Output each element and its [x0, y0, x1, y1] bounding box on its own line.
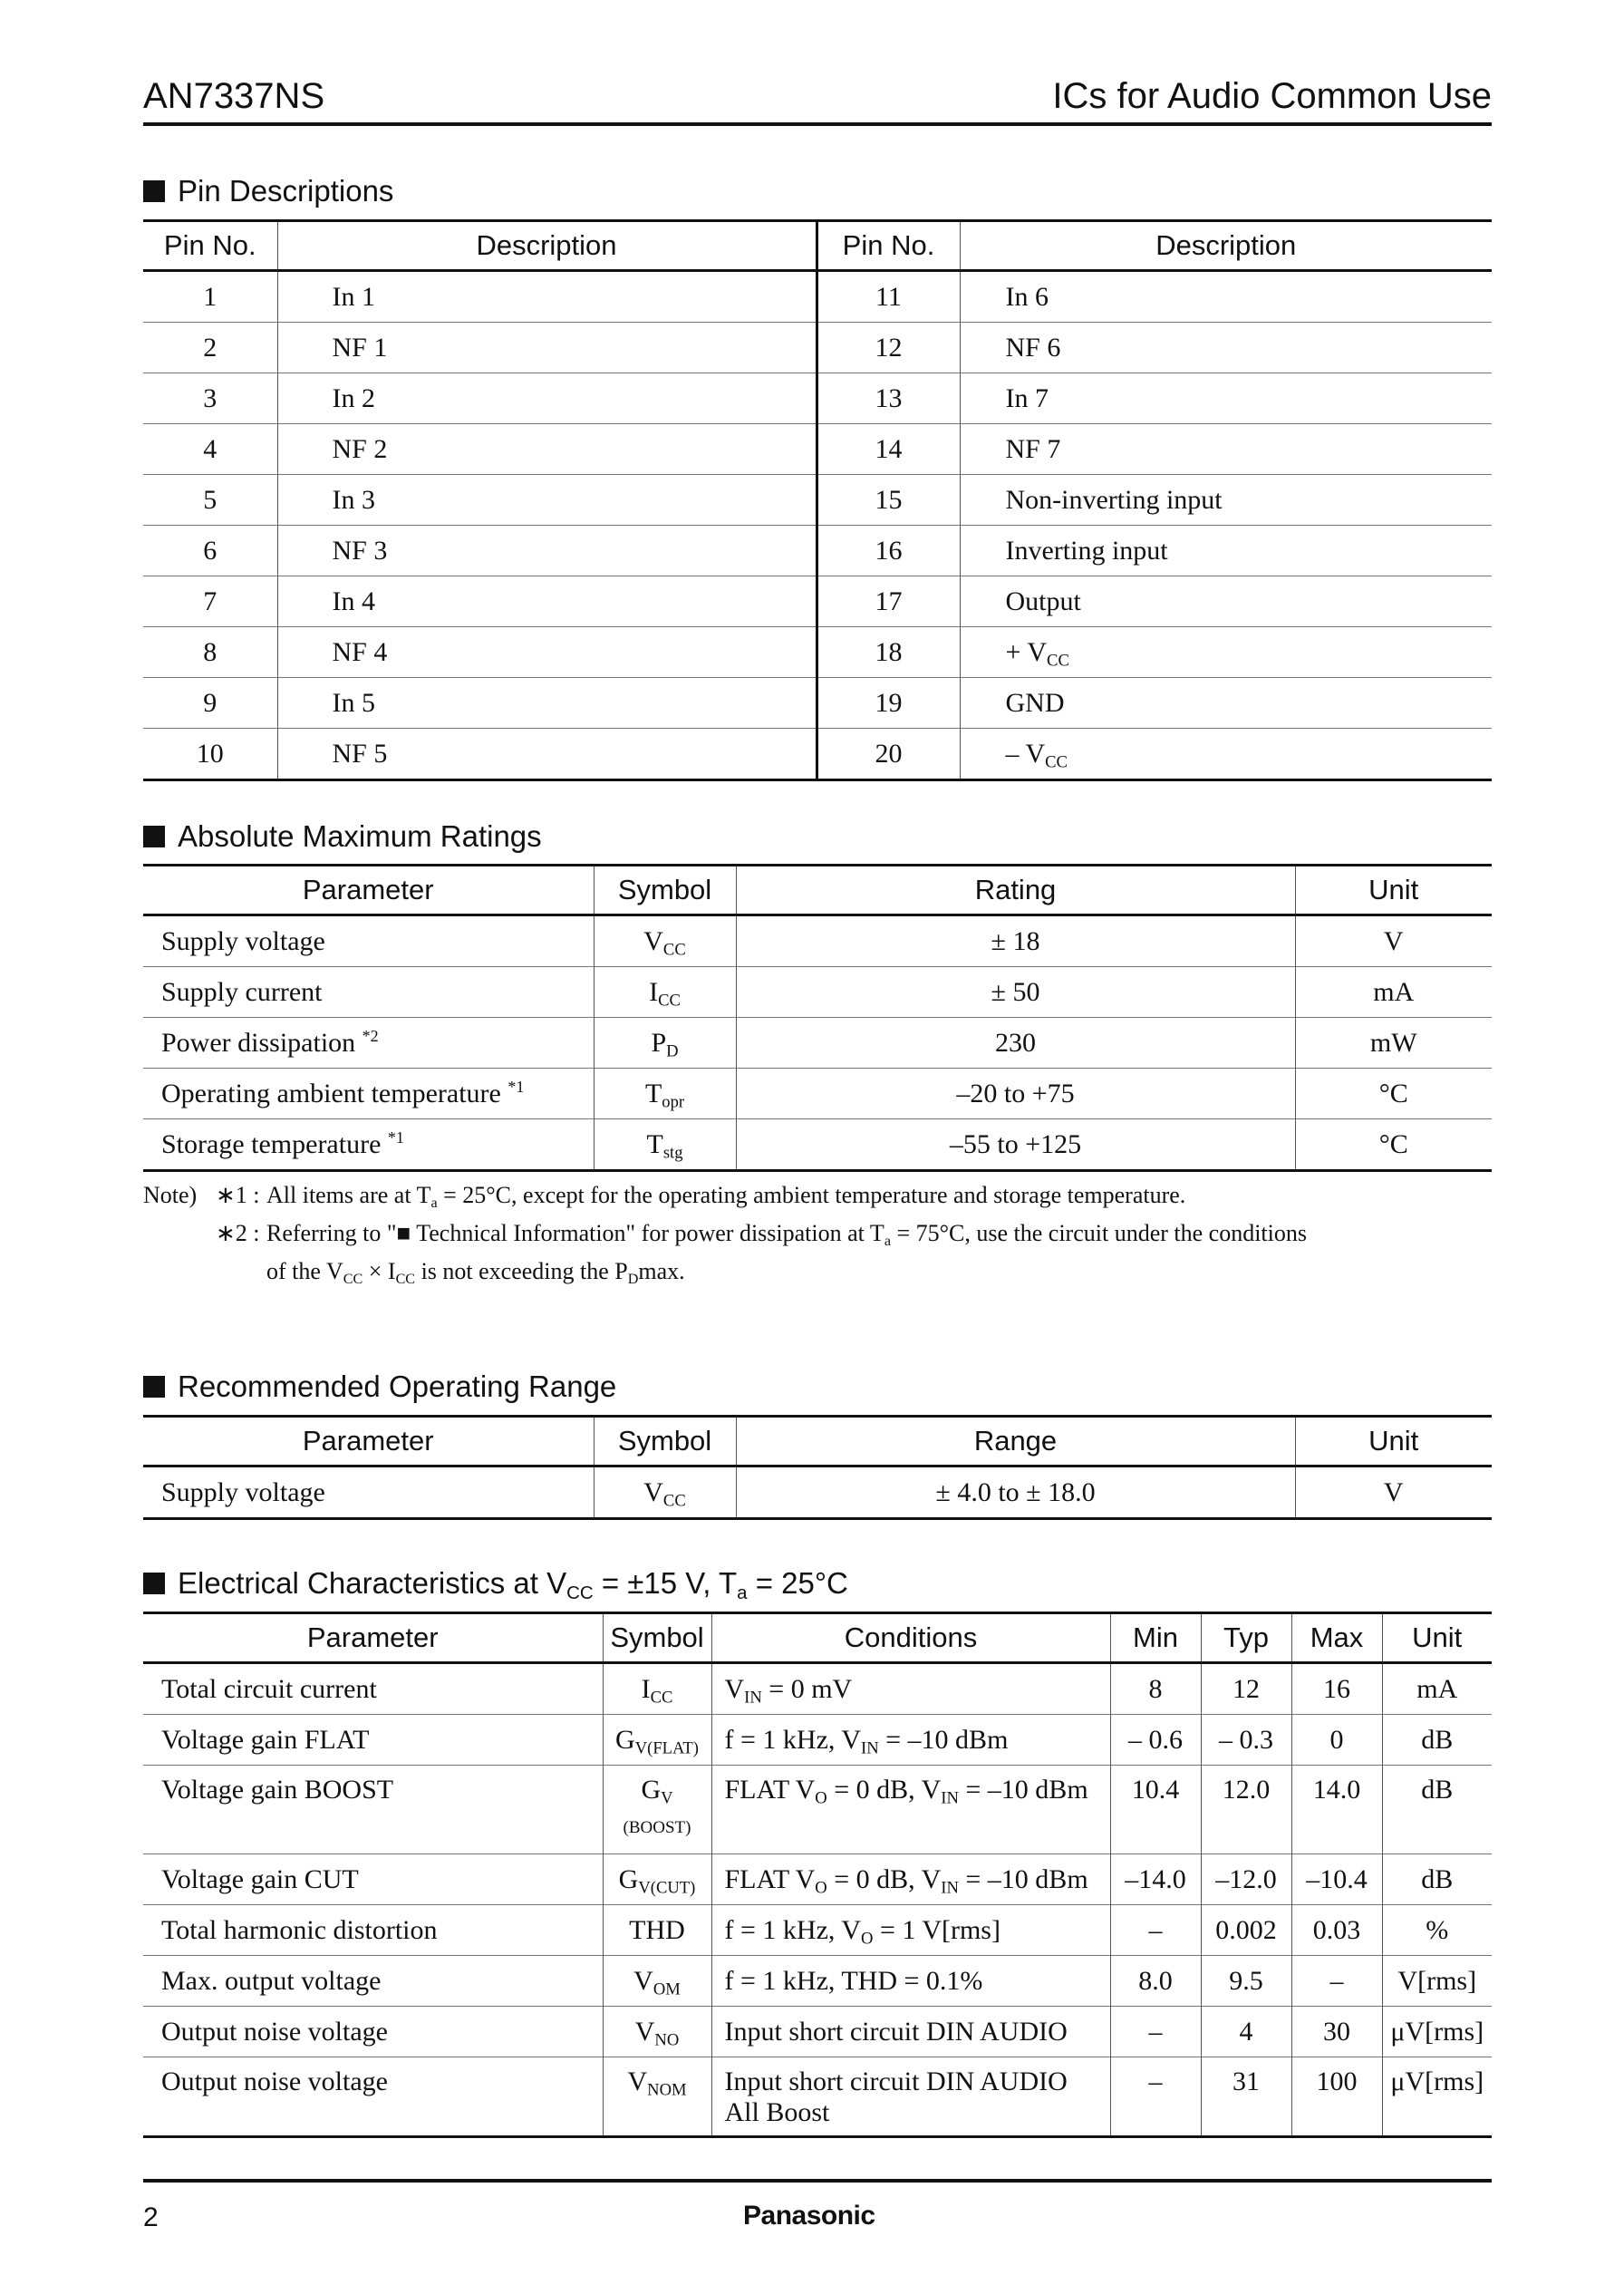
parameter-cell: Max. output voltage — [161, 1965, 382, 1996]
unit-cell: mA — [1382, 1663, 1492, 1715]
table-row — [143, 2057, 1492, 2137]
symbol-cell: $T_{opr}$ — [594, 1069, 736, 1119]
table-row — [143, 627, 1492, 678]
min-cell: –14.0 — [1110, 1854, 1201, 1905]
unit-cell: V — [1295, 915, 1492, 967]
max-cell: 16 — [1291, 1663, 1382, 1715]
table-row — [143, 576, 1492, 627]
table-row — [143, 1905, 1492, 1956]
symbol-cell: $I_{CC}$ — [603, 1663, 711, 1715]
section-bullet-icon — [143, 1376, 165, 1398]
pin-number: 7 — [203, 586, 218, 616]
pin-number: 8 — [203, 636, 218, 667]
pin-number: 13 — [817, 373, 960, 424]
symbol-cell: $P_D$ — [594, 1018, 736, 1069]
table-row — [143, 475, 1492, 526]
pin-description: NF 2 — [277, 424, 817, 475]
parameter-cell: Output noise voltage — [161, 2067, 388, 2096]
pin-number: 1 — [203, 281, 218, 312]
unit-cell: V[rms] — [1382, 1956, 1492, 2007]
table-row — [143, 1715, 1492, 1766]
table-row — [143, 678, 1492, 729]
parameter-cell: Power dissipation $^{*2}$ — [161, 1026, 379, 1058]
pin-number: 11 — [817, 271, 960, 323]
pin-number: 12 — [817, 323, 960, 373]
pin-number: 2 — [203, 332, 218, 363]
note-2-text: Referring to "■ Technical Information" for power dissipation at $T_a = 75^\circ C$, use the circuit under the conditions — [266, 1220, 1307, 1249]
symbol-cell: $T_{stg}$ — [594, 1119, 736, 1171]
pin-description: In 1 — [277, 271, 817, 323]
table-row — [143, 271, 1492, 323]
symbol-cell: THD — [603, 1905, 711, 1956]
table-row — [143, 1069, 1492, 1119]
parameter-cell: Total harmonic distortion — [161, 1914, 438, 1945]
unit-cell: dB — [1382, 1766, 1492, 1854]
pin-number: 9 — [203, 687, 218, 718]
unit-cell: dB — [1382, 1715, 1492, 1766]
pin-description: In 6 — [960, 271, 1492, 323]
table-header-row: Parameter Symbol Rating Unit — [143, 866, 1492, 915]
rating-cell: ± 18 — [736, 915, 1295, 967]
parameter-cell: Total circuit current — [161, 1673, 377, 1704]
pin-description: GND — [960, 678, 1492, 729]
header-divider — [143, 122, 1492, 126]
conditions-cell: f = 1 kHz, THD = 0.1% — [711, 1956, 1110, 2007]
min-cell: – — [1110, 2057, 1201, 2137]
footnote-ref: *1 — [387, 1128, 404, 1147]
note-2-text-cont: of the $V_{CC} \times I_{CC}$ is not exceeding the $P_D\max$. — [266, 1258, 685, 1287]
unit-cell: mW — [1295, 1018, 1492, 1069]
pin-number: 3 — [203, 382, 218, 413]
pin-number: 5 — [203, 484, 218, 515]
rating-cell: –55 to +125 — [736, 1119, 1295, 1171]
pin-description: In 3 — [277, 475, 817, 526]
max-cell: – — [1291, 1956, 1382, 2007]
typ-cell: – 0.3 — [1201, 1715, 1291, 1766]
parameter-cell: Voltage gain CUT — [161, 1863, 359, 1894]
max-cell: –10.4 — [1291, 1854, 1382, 1905]
recommended-operating-range-heading: Recommended Operating Range — [143, 1370, 616, 1404]
conditions-cell: Input short circuit DIN AUDIO All Boost — [711, 2057, 1110, 2137]
conditions-cell: Input short circuit DIN AUDIO — [711, 2007, 1110, 2057]
max-cell: 0.03 — [1291, 1905, 1382, 1956]
pin-number: 14 — [817, 424, 960, 475]
symbol-cell: $G_V$ (BOOST) — [603, 1766, 711, 1854]
absolute-max-ratings-table — [143, 864, 1492, 1172]
parameter-cell: Voltage gain FLAT — [161, 1724, 370, 1755]
table-row — [143, 1956, 1492, 2007]
table-row — [143, 1119, 1492, 1171]
unit-cell: °C — [1295, 1069, 1492, 1119]
electrical-characteristics-table — [143, 1612, 1492, 2138]
note-2-mark: ∗2 : — [216, 1220, 260, 1246]
max-cell: 30 — [1291, 2007, 1382, 2057]
footnote-ref: *1 — [508, 1077, 525, 1096]
pin-description: NF 5 — [277, 729, 817, 780]
unit-cell: mA — [1295, 967, 1492, 1018]
table-row — [143, 1018, 1492, 1069]
pin-description: NF 7 — [960, 424, 1492, 475]
table-row — [143, 915, 1492, 967]
pin-description: In 7 — [960, 373, 1492, 424]
min-cell: 8 — [1110, 1663, 1201, 1715]
table-row — [143, 424, 1492, 475]
recommended-operating-range-table — [143, 1415, 1492, 1520]
table-row — [143, 373, 1492, 424]
conditions-cell: FLAT $V_O = 0$ dB, $V_{IN} = -10$ dBm — [711, 1766, 1110, 1854]
pin-number: 6 — [203, 535, 218, 566]
typ-cell: 4 — [1201, 2007, 1291, 2057]
note-prefix: Note) — [143, 1182, 198, 1208]
symbol-cell: $V_{NOM}$ — [603, 2057, 711, 2137]
min-cell: – — [1110, 1905, 1201, 1956]
conditions-cell: f = 1 kHz, $V_{IN} = -10$ dBm — [711, 1715, 1110, 1766]
electrical-characteristics-heading: Electrical Characteristics at $V_{CC} = \pm 15$ V, $T_a = 25^\circ C$ — [143, 1566, 848, 1601]
table-row — [143, 2007, 1492, 2057]
unit-cell: °C — [1295, 1119, 1492, 1171]
conditions-cell: f = 1 kHz, $V_O = 1$ V[rms] — [711, 1905, 1110, 1956]
part-number: AN7337NS — [143, 76, 325, 116]
parameter-cell: Output noise voltage — [161, 2016, 388, 2047]
pin-number: 19 — [817, 678, 960, 729]
page-number: 2 — [143, 2202, 159, 2232]
pin-descriptions-heading: Pin Descriptions — [143, 174, 393, 208]
max-cell: 0 — [1291, 1715, 1382, 1766]
table-header-row: Pin No. Description Pin No. Description — [143, 221, 1492, 271]
table-row — [143, 1663, 1492, 1715]
pin-number: 17 — [817, 576, 960, 627]
symbol-cell: $V_{OM}$ — [603, 1956, 711, 2007]
unit-cell: μV[rms] — [1382, 2007, 1492, 2057]
symbol-cell: $V_{CC}$ — [594, 915, 736, 967]
max-cell: 100 — [1291, 2057, 1382, 2137]
pin-number: 16 — [817, 526, 960, 576]
table-row — [143, 967, 1492, 1018]
conditions-cell: $V_{IN} = 0$ mV — [711, 1663, 1110, 1715]
rating-cell: –20 to +75 — [736, 1069, 1295, 1119]
pin-number: 20 — [817, 729, 960, 780]
section-bullet-icon — [143, 826, 165, 847]
pin-description: In 2 — [277, 373, 817, 424]
parameter-cell: Supply current — [161, 976, 323, 1007]
table-row: Supply voltage $V_{CC}$ ± 4.0 to ± 18.0 V — [143, 1466, 1492, 1519]
rating-cell: ± 50 — [736, 967, 1295, 1018]
pin-number: 4 — [203, 433, 218, 464]
pin-description: NF 1 — [277, 323, 817, 373]
absolute-max-ratings-heading: Absolute Maximum Ratings — [143, 819, 542, 854]
pin-description: Inverting input — [960, 526, 1492, 576]
parameter-cell: Operating ambient temperature $^{*1}$ — [161, 1077, 525, 1108]
unit-cell: dB — [1382, 1854, 1492, 1905]
table-row — [143, 526, 1492, 576]
symbol-cell: $G_{V(CUT)}$ — [603, 1854, 711, 1905]
typ-cell: –12.0 — [1201, 1854, 1291, 1905]
footnote-ref: *2 — [362, 1026, 379, 1045]
typ-cell: 12 — [1201, 1663, 1291, 1715]
symbol-cell: $V_{NO}$ — [603, 2007, 711, 2057]
footer-divider — [143, 2179, 1492, 2183]
symbol-cell: $I_{CC}$ — [594, 967, 736, 1018]
table-row — [143, 323, 1492, 373]
note-1-mark: ∗1 : — [216, 1182, 260, 1208]
parameter-cell: Storage temperature $^{*1}$ — [161, 1128, 404, 1159]
pin-number: 10 — [196, 738, 224, 769]
document-category: ICs for Audio Common Use — [1052, 76, 1492, 116]
min-cell: – 0.6 — [1110, 1715, 1201, 1766]
table-row — [143, 1854, 1492, 1905]
pin-description: – $V_{CC}$ — [960, 729, 1492, 780]
conditions-cell: FLAT $V_O = 0$ dB, $V_{IN} = -10$ dBm — [711, 1854, 1110, 1905]
typ-cell: 9.5 — [1201, 1956, 1291, 2007]
note-1-text: All items are at $T_a = 25^\circ C$, except for the operating ambient temperature and storage temperature. — [266, 1182, 1186, 1211]
rating-cell: 230 — [736, 1018, 1295, 1069]
min-cell: – — [1110, 2007, 1201, 2057]
symbol-cell: $G_{V(FLAT)}$ — [603, 1715, 711, 1766]
table-header-row: Parameter Symbol Range Unit — [143, 1417, 1492, 1466]
pin-description: NF 6 — [960, 323, 1492, 373]
max-cell: 14.0 — [1291, 1766, 1382, 1854]
min-cell: 10.4 — [1110, 1766, 1201, 1854]
pin-description: + $V_{CC}$ — [960, 627, 1492, 678]
table-header-row: Parameter Symbol Conditions Min Typ Max Unit — [143, 1613, 1492, 1663]
unit-cell: % — [1382, 1905, 1492, 1956]
parameter-cell: Supply voltage — [161, 925, 325, 956]
pin-description: Output — [960, 576, 1492, 627]
pin-description: Non-inverting input — [960, 475, 1492, 526]
typ-cell: 12.0 — [1201, 1766, 1291, 1854]
parameter-cell: Voltage gain BOOST — [161, 1775, 394, 1805]
unit-cell: μV[rms] — [1382, 2057, 1492, 2137]
section-bullet-icon — [143, 180, 165, 202]
pin-number: 18 — [817, 627, 960, 678]
brand-logo: Panasonic — [743, 2201, 875, 2231]
typ-cell: 0.002 — [1201, 1905, 1291, 1956]
min-cell: 8.0 — [1110, 1956, 1201, 2007]
pin-number: 15 — [817, 475, 960, 526]
pin-descriptions-table — [143, 219, 1492, 781]
pin-description: In 4 — [277, 576, 817, 627]
pin-description: NF 3 — [277, 526, 817, 576]
section-bullet-icon — [143, 1573, 165, 1594]
pin-description: In 5 — [277, 678, 817, 729]
table-row — [143, 1766, 1492, 1854]
table-row — [143, 729, 1492, 780]
pin-description: NF 4 — [277, 627, 817, 678]
typ-cell: 31 — [1201, 2057, 1291, 2137]
